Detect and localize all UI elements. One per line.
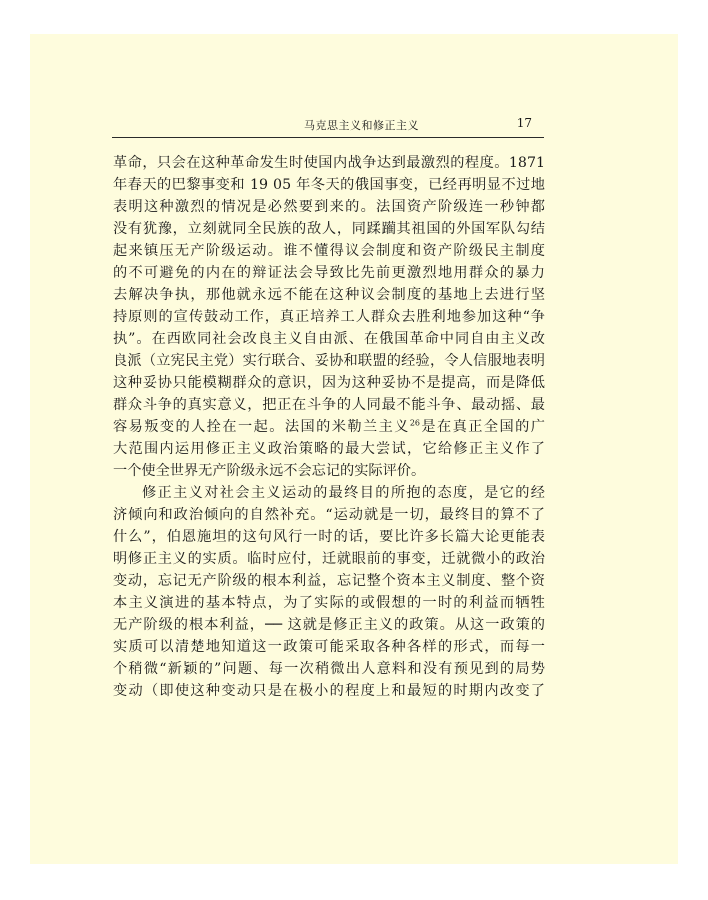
footnote-marker[interactable]: 26	[409, 418, 420, 428]
page-number: 17	[516, 116, 532, 130]
text-line: 济倾向和政治倾向的自然补充。“运动就是一切，最终目的算不了	[113, 507, 545, 523]
text-line: 革命，只会在这种革命发生时使国内战争达到最激烈的程度。1871	[113, 155, 545, 171]
text-segment: 容易叛变的人拴在一起。法国的米勒兰主义	[113, 419, 410, 435]
text-line-with-footnote	[113, 416, 545, 438]
text-segment: 是在真正全国的广	[420, 419, 545, 435]
text-line: 群众斗争的真实意义，把正在斗争的人同最不能斗争、最动摇、最	[113, 397, 545, 413]
text-line: 持原则的宣传鼓动工作，真正培养工人群众去胜利地参加这种“争	[113, 309, 545, 325]
running-header	[112, 116, 544, 138]
text-line: 变动（即使这种变动只是在极小的程度上和最短的时期内改变了	[113, 683, 545, 699]
text-line: 去解决争执，那他就永远不能在这种议会制度的基地上去进行坚	[113, 287, 545, 303]
running-header-title: 马克思主义和修正主义	[304, 119, 419, 132]
text-line: 个稍微“新颖的”问题、每一次稍微出人意料和没有预见到的局势	[113, 661, 545, 677]
text-line: 表明这种激烈的情况是必然要到来的。法国资产阶级连一秒钟都	[113, 199, 545, 215]
text-line: 的不可避免的内在的辩证法会导致比先前更激烈地用群众的暴力	[113, 265, 545, 281]
text-line: 这种妥协只能模糊群众的意识，因为这种妥协不是提高，而是降低	[113, 375, 545, 391]
text-line: 明修正主义的实质。临时应付，迁就眼前的事变，迁就微小的政治	[113, 551, 545, 567]
text-line: 良派（立宪民主党）实行联合、妥协和联盟的经验，令人信服地表明	[113, 353, 545, 369]
body-text	[113, 152, 545, 702]
text-line: 什么”，伯恩施坦的这句风行一时的话，要比许多长篇大论更能表	[113, 529, 545, 545]
text-line: 无产阶级的根本利益，── 这就是修正主义的政策。从这一政策的	[113, 617, 545, 633]
text-line: 大范围内运用修正主义政治策略的最大尝试，它给修正主义作了	[113, 441, 545, 457]
text-line-paragraph-start: 修正主义对社会主义运动的最终目的所抱的态度，是它的经	[142, 485, 545, 501]
text-line: 执”。在西欧同社会改良主义自由派、在俄国革命中同自由主义改	[113, 331, 545, 347]
text-line: 变动，忘记无产阶级的根本利益，忘记整个资本主义制度、整个资	[113, 573, 545, 589]
text-line: 没有犹豫，立刻就同全民族的敌人，同蹂躏其祖国的外国军队勾结	[113, 221, 545, 237]
text-line: 年春天的巴黎事变和 19 05 年冬天的俄国事变，已经再明显不过地	[113, 177, 545, 193]
text-line: 一个使全世界无产阶级永远不会忘记的实际评价。	[113, 463, 426, 479]
text-line: 实质可以清楚地知道这一政策可能采取各种各样的形式，而每一	[113, 639, 545, 655]
text-line: 起来镇压无产阶级运动。谁不懂得议会制度和资产阶级民主制度	[113, 243, 545, 259]
text-line: 本主义演进的基本特点，为了实际的或假想的一时的利益而牺牲	[113, 595, 545, 611]
